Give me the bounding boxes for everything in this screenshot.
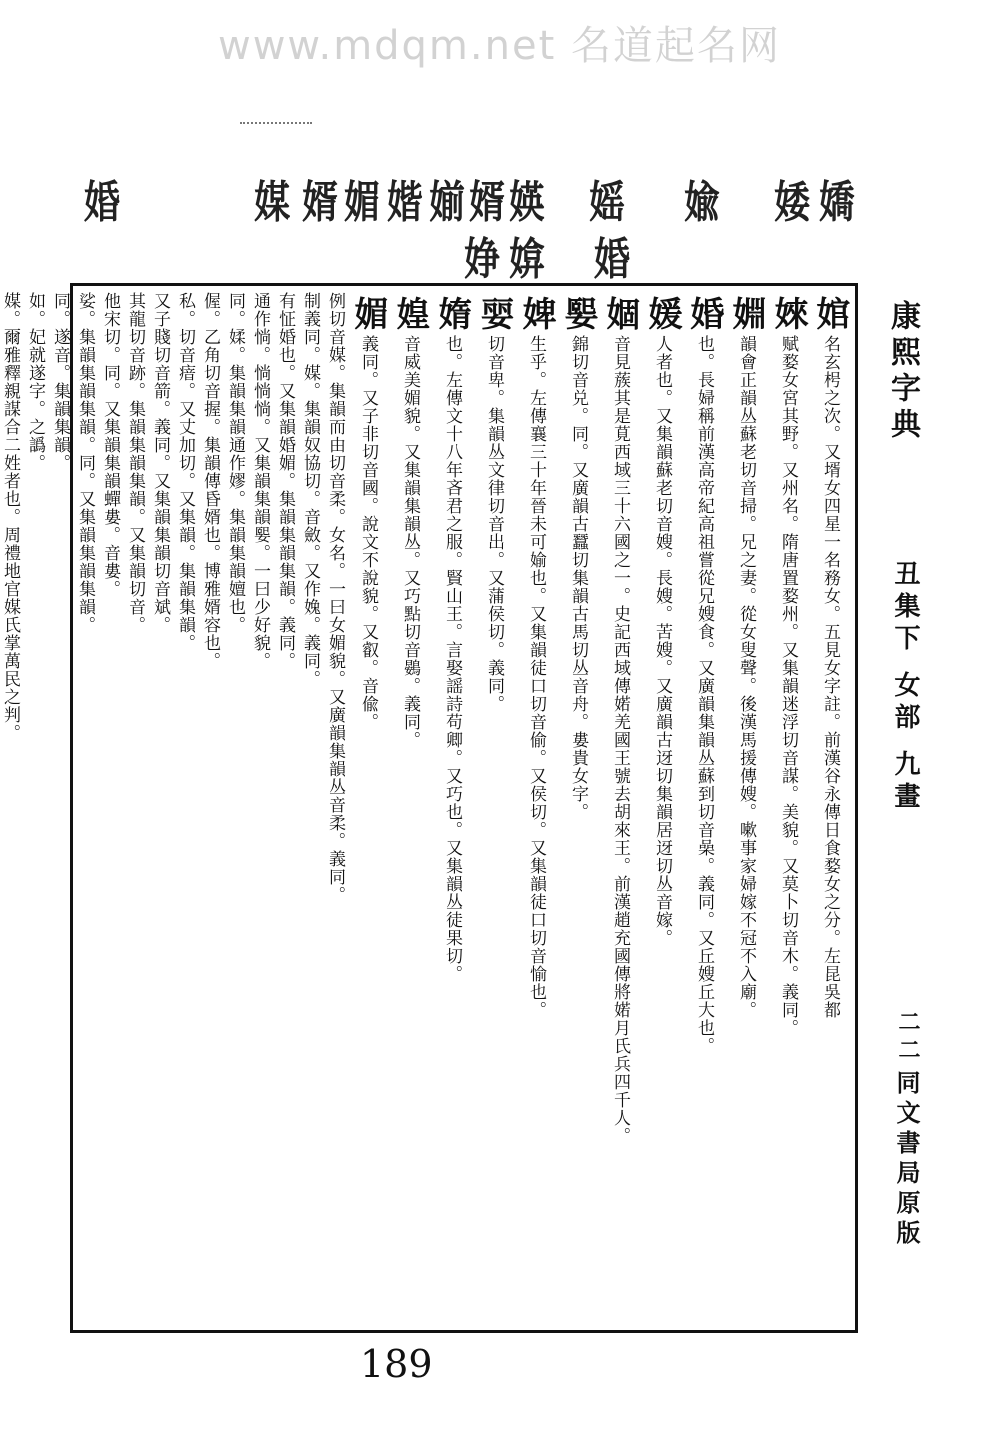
column-10: 娑。集韻集韻集韻。同。又集韻集韻集韻。 xyxy=(75,292,95,634)
entry-8 xyxy=(474,292,514,1324)
entry-head: 媠 xyxy=(432,296,472,331)
entry-head: 婯 xyxy=(474,296,514,331)
column-9: 他宋切。同。又集韻集韻蟬婁。音婁。 xyxy=(100,292,120,598)
seal-glyph: 婚 xyxy=(83,177,121,228)
seal-glyph: 媊 xyxy=(428,177,466,228)
stroke-count: 九畫 xyxy=(890,750,920,815)
entry-text: 生乎。左傳襄三十年晉未可媮也。又集韻徒口切音偷。又侯切。又集韻徒口切音愉也。 xyxy=(526,335,546,1019)
entry-head: 媛 xyxy=(642,296,682,331)
entry-10 xyxy=(390,292,430,1324)
seal-glyph: 婿 xyxy=(468,177,506,228)
seal-glyph: 婚 xyxy=(593,234,631,285)
column-3: 通作惝。惝惝惝。又集韻集韻媐。一曰少好貌。 xyxy=(250,292,270,670)
column-12: 如。妃就遂字。之譌。 xyxy=(25,292,45,472)
column-2: 有怔婚也。又集韻婚媚。集韻集韻集韻。義同。 xyxy=(275,292,295,670)
entry-head: 婣 xyxy=(726,296,766,331)
entry-text: 韻會正韻丛蘇老切音掃。兄之妻。從女叟聲。後漢馬援傳嫂。嗽事家婦嫁不冠不入廟。 xyxy=(736,335,756,1019)
entry-7 xyxy=(516,292,556,1324)
seal-glyph: 媱 xyxy=(588,177,626,228)
column-1: 制義同。媒。集韻奴協切。音斂。又作婏。義同。 xyxy=(300,292,320,688)
entry-head: 婠 xyxy=(810,296,850,331)
publisher: 同文書局原版 xyxy=(892,1070,921,1250)
watermark-text: www.mdqm.net 名道起名网 xyxy=(218,23,781,69)
entry-head: 媐 xyxy=(558,296,598,331)
entry-text: 義同。又子非切音國。說文不說貌。又叡。音偸。 xyxy=(358,335,378,731)
seal-glyph: 媒 xyxy=(253,177,291,228)
column-13: 媒。爾雅釋親謀合二姓者也。周禮地官媒氏掌萬民之判。 xyxy=(0,292,20,742)
entry-9 xyxy=(432,292,472,1324)
entry-4 xyxy=(642,292,682,1324)
entry-2 xyxy=(726,292,766,1324)
entry-head: 媓 xyxy=(390,296,430,331)
seal-glyph: 媘 xyxy=(386,177,424,228)
column-8: 其龍切音跡。集韻集韻集韻。又集韻切音。 xyxy=(125,292,145,634)
seal-glyph: 婑 xyxy=(773,177,811,228)
seal-glyph: 婙 xyxy=(463,234,501,285)
entry-0 xyxy=(810,292,850,1324)
seal-glyph: 媖 xyxy=(508,177,546,228)
entry-text: 人者也。又集韻蘇老切音嫂。長嫂。苦嫂。又廣韻古迓切集韻居迓切丛音嫁。 xyxy=(652,335,672,947)
entry-head: 婡 xyxy=(768,296,808,331)
entry-text: 赋婺女宮其野。又州名。隋唐置婺州。又集韻迷浮切音謀。美貌。又莫卜切音木。義同。 xyxy=(778,335,798,1037)
entry-text: 名玄枵之次。又壻女四星一名務女。五見女字註。前漢谷永傳日食婺女之分。左昆吳都 xyxy=(820,335,840,1019)
fold-number: 二二 xyxy=(895,1010,921,1066)
entry-head: 婢 xyxy=(516,296,556,331)
page-number: 189 xyxy=(360,1342,433,1386)
column-5: 偓。乙角切音握。集韻傳昏婿也。博雅婿容也。 xyxy=(200,292,220,670)
entry-head: 婚 xyxy=(684,296,724,331)
column-7: 又子賤切音箭。義同。又集韻集韻切音斌。 xyxy=(150,292,170,634)
entry-text: 音威美媚貌。又集韻集韻丛。又巧點切音鷃。義同。 xyxy=(400,335,420,749)
column-4: 同。媃。集韻集韻通作嫪。集韻集韻嬗也。 xyxy=(225,292,245,634)
entry-text: 也。長婦稱前漢高帝紀高祖嘗從兄嫂食。又廣韻集韻丛蘇到切音喿。義同。又丘嫂丘大也。 xyxy=(694,335,714,1055)
entry-5 xyxy=(600,292,640,1324)
entry-11 xyxy=(348,292,388,1324)
entry-6 xyxy=(558,292,598,1324)
book-title: 康熙字典 xyxy=(885,300,920,444)
entry-text: 音見蔟其是莧西域三十六國之一。史記西域傳婼羌國王號去胡來王。前漢趙充國傳將婼月氏兵四千人。 xyxy=(610,335,630,1145)
entry-1 xyxy=(768,292,808,1324)
column-11: 同。遂音。集韻集韻。 xyxy=(50,292,70,472)
column-0: 例切音媒。集韻而由切音柔。女名。一曰女媚貌。又廣韻集韻丛音柔。義同。 xyxy=(325,292,345,904)
entry-text: 錦切音兑。同。又廣韻古蠶切集韻古馬切丛音舟。婁貴女字。 xyxy=(568,335,588,821)
entry-head: 媚 xyxy=(348,296,388,331)
entry-text: 切音卑。集韻丛文律切音出。又蒲侯切。義同。 xyxy=(484,335,504,713)
volume-label xyxy=(880,560,924,814)
dictionary-text xyxy=(0,292,850,1324)
seal-glyph: 嬌 xyxy=(818,177,856,228)
entry-head: 婟 xyxy=(600,296,640,331)
seal-glyph: 媚 xyxy=(343,177,381,228)
column-6: 私。切音瘖。又丈加切。又集韻。集韻集韻。 xyxy=(175,292,195,652)
seal-glyph: 媕 xyxy=(508,234,546,285)
scan-mark xyxy=(240,122,312,127)
seal-glyph: 婿 xyxy=(301,177,339,228)
seal-glyph: 婾 xyxy=(683,177,721,228)
entry-3 xyxy=(684,292,724,1324)
entry-text: 也。左傳文十八年吝君之服。賢山王。言娶謡詩苟卿。又巧也。又集韻丛徒果切。 xyxy=(442,335,462,983)
radical-name: 女部 xyxy=(890,671,920,736)
volume-name: 丑集下 xyxy=(890,560,920,656)
